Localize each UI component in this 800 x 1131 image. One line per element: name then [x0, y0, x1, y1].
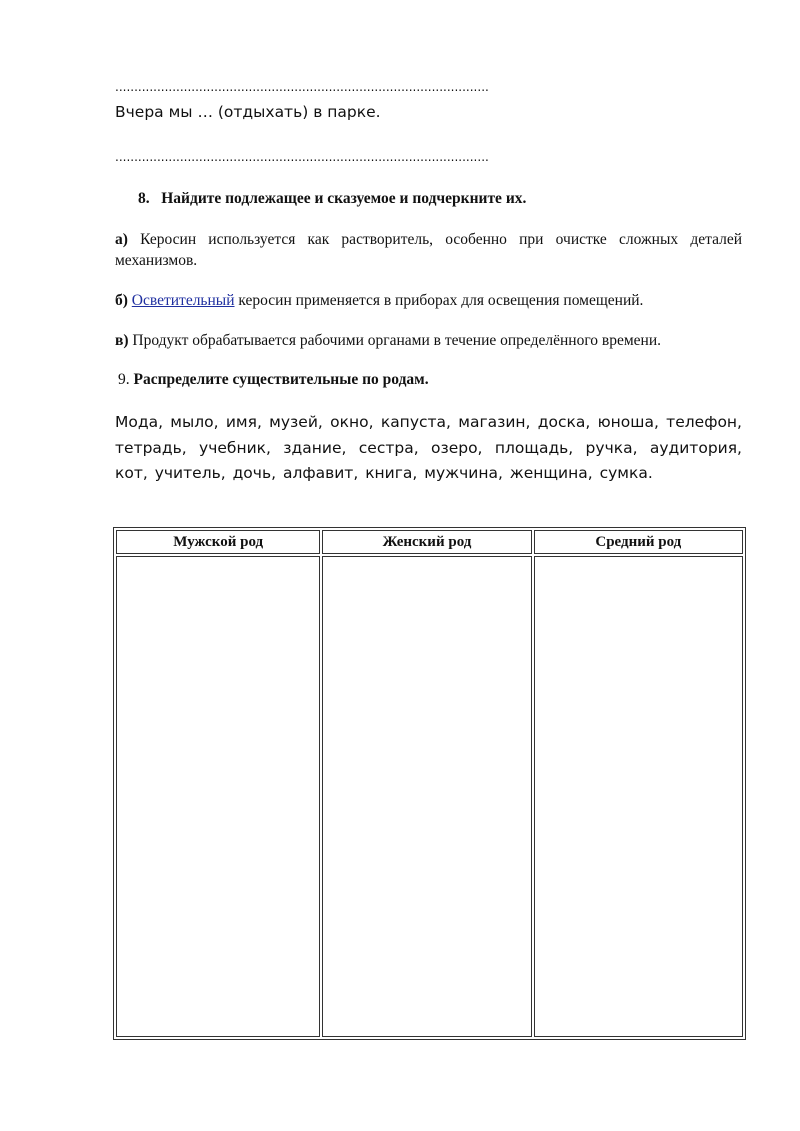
answer-dots-line: .................................................................................................. [115, 150, 489, 164]
task9-number: 9. [118, 371, 130, 388]
word-list: Мода, мыло, имя, музей, окно, капуста, магазин, доска, юноша, телефон, тетрадь, учебник, здание, сестра, озеро, площадь, ручка, аудитория, кот, учитель, дочь, алфавит, книга, мужчина, женщина, сумка. [115, 413, 742, 482]
header-feminine: Женский род [322, 530, 531, 554]
answer-cell-feminine[interactable] [322, 556, 531, 1037]
table-answer-row [116, 556, 743, 1037]
item-text: керосин применяется в приборах для освещения помещений. [234, 292, 644, 309]
item-label: в) [115, 332, 129, 349]
task9-heading [118, 371, 429, 389]
exercise-sentence: Вчера мы … (отдыхать) в парке. [115, 103, 381, 121]
header-masculine: Мужской род [116, 530, 320, 554]
task8-item-b [115, 290, 742, 311]
task8-item-a [115, 229, 742, 271]
task8-heading [138, 190, 526, 208]
item-text: Продукт обрабатывается рабочими органами в течение определённого времени. [132, 332, 662, 349]
gender-table [113, 527, 746, 1040]
item-text: Керосин используется как растворитель, особенно при очистке сложных деталей механизмов. [115, 231, 742, 269]
item-label: а) [115, 231, 128, 248]
table-header-row [116, 530, 743, 554]
task8-title: Найдите подлежащее и сказуемое и подчеркните их. [161, 190, 527, 207]
task9-title: Распределите существительные по родам. [133, 371, 429, 388]
task8-item-c [115, 330, 742, 351]
answer-cell-masculine[interactable] [116, 556, 320, 1037]
answer-dots-line: .................................................................................................. [115, 80, 489, 94]
header-neuter: Средний род [534, 530, 743, 554]
item-label: б) [115, 292, 128, 309]
task8-number: 8. [138, 190, 150, 207]
answer-cell-neuter[interactable] [534, 556, 743, 1037]
word-link[interactable]: Осветительный [131, 292, 235, 309]
